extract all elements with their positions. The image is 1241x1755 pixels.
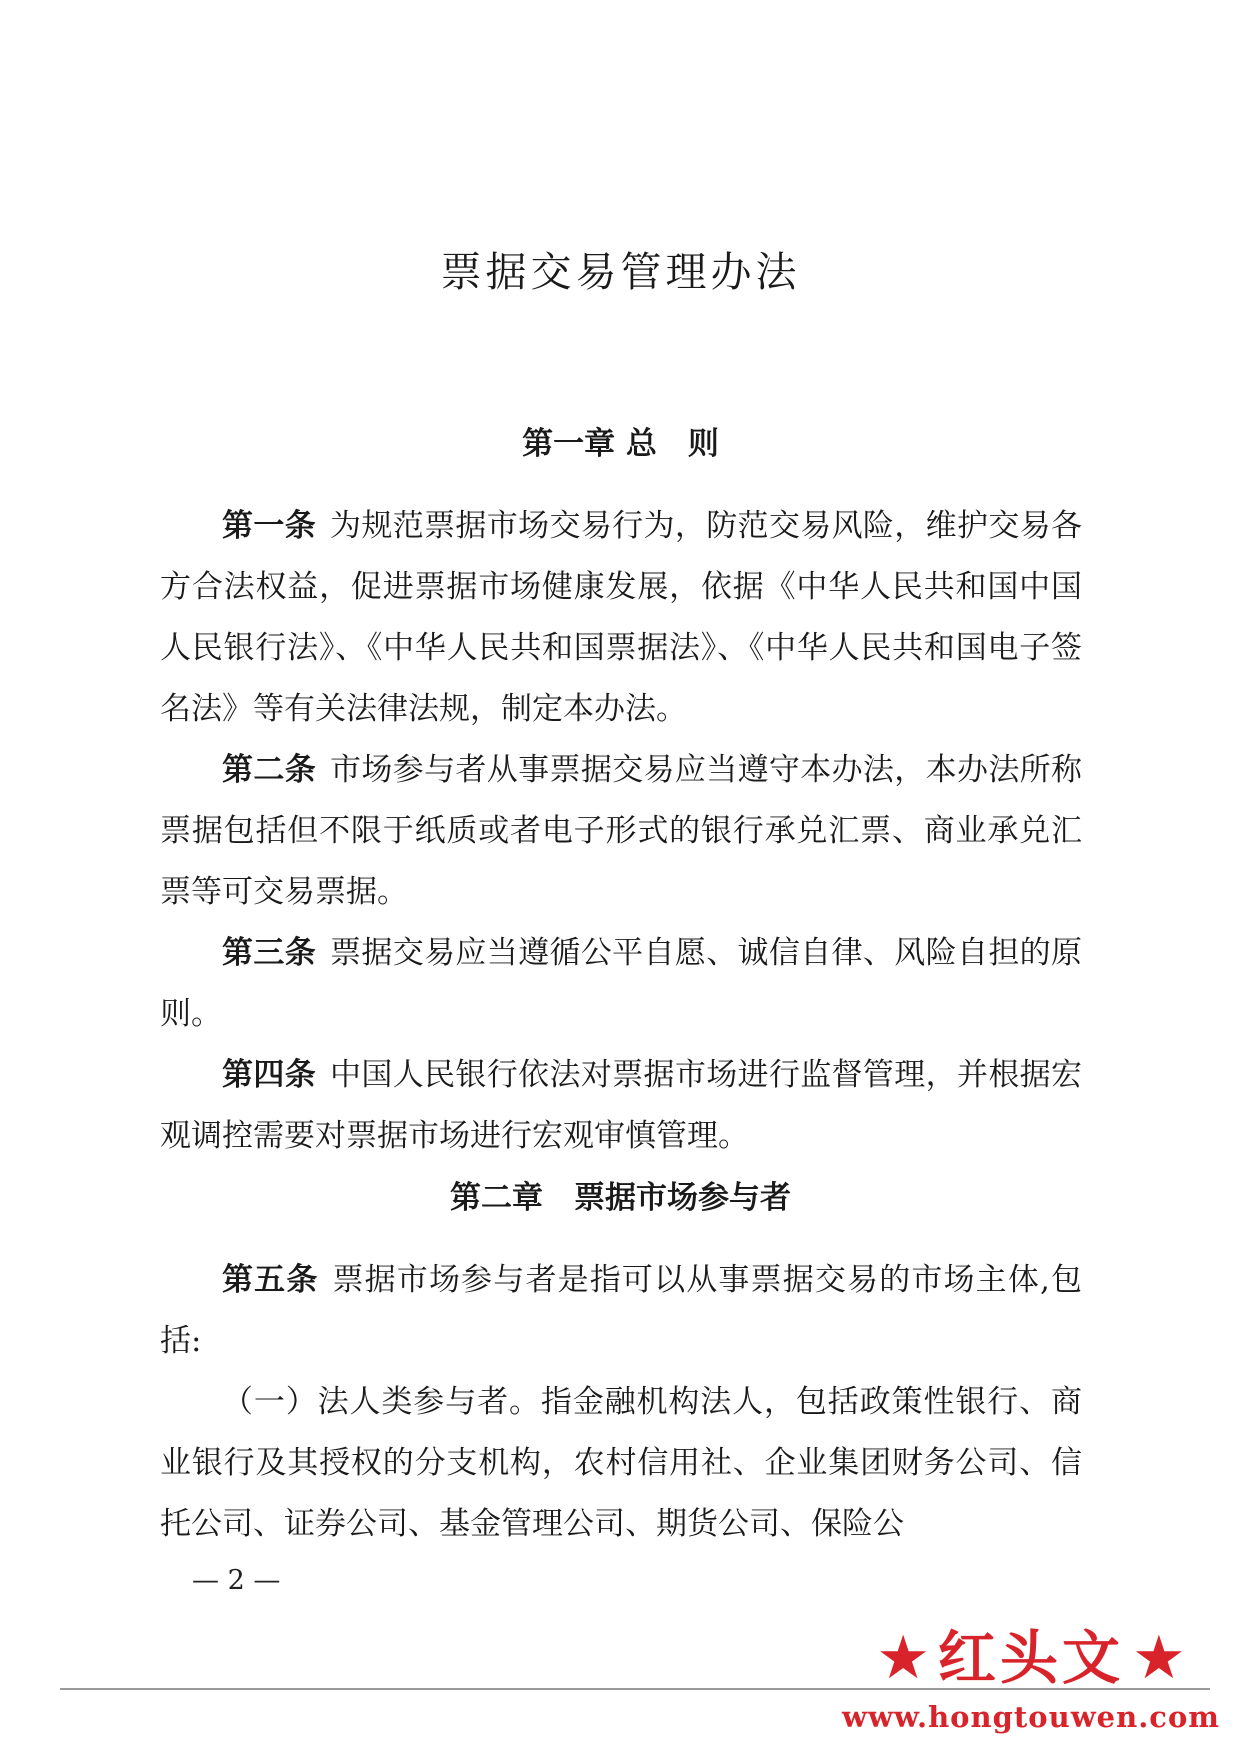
article-number: 第四条 — [222, 1057, 317, 1093]
article-text: 为规范票据市场交易行为，防范交易风险，维护交易各方合法权益，促进票据市场健康发展，依据《中华人民共和国中国人民银行法》、《中华人民共和国票据法》、《中华人民共和国电子签名法》等有关法律法规，制定本办法。 — [160, 508, 1083, 727]
chapter-1-heading: 第一章 总 则 — [522, 426, 719, 462]
watermark-name: 红头文 — [937, 1624, 1124, 1692]
article-number: 第二条 — [222, 752, 317, 788]
article-4 — [160, 1045, 1082, 1167]
star-icon: ★ — [876, 1623, 930, 1693]
article-5-item-1 — [160, 1372, 1082, 1555]
article-number: 第三条 — [222, 935, 317, 971]
article-text: 票据交易应当遵循公平自愿、诚信自律、风险自担的原则。 — [160, 935, 1083, 1032]
article-5 — [160, 1250, 1082, 1372]
site-watermark — [836, 1622, 1226, 1750]
chapter-2-body — [160, 1250, 1082, 1555]
document-title: 票据交易管理办法 — [440, 248, 801, 296]
article-2 — [160, 740, 1082, 923]
article-text: 中国人民银行依法对票据市场进行监督管理，并根据宏观调控需要对票据市场进行宏观审慎管理。 — [160, 1057, 1083, 1154]
star-icon: ★ — [1132, 1623, 1186, 1693]
watermark-logo — [836, 1622, 1226, 1694]
article-text: 市场参与者从事票据交易应当遵守本办法，本办法所称票据包括但不限于纸质或者电子形式的银行承兑汇票、商业承兑汇票等可交易票据。 — [160, 752, 1083, 910]
chapter-1-body — [160, 496, 1082, 1167]
watermark-url: www.hongtouwen.com — [842, 1700, 1220, 1734]
article-text: 票据市场参与者是指可以从事票据交易的市场主体,包括: — [160, 1262, 1082, 1359]
article-number: 第一条 — [222, 508, 317, 544]
article-number: 第五条 — [222, 1262, 319, 1298]
article-3 — [160, 923, 1082, 1045]
item-text: （一）法人类参与者。指金融机构法人，包括政策性银行、商业银行及其授权的分支机构，农村信用社、企业集团财务公司、信托公司、证券公司、基金管理公司、期货公司、保险公 — [160, 1384, 1082, 1542]
article-1 — [160, 496, 1082, 740]
page-number: — 2 — — [192, 1565, 281, 1596]
chapter-2-heading: 第二章 票据市场参与者 — [450, 1180, 791, 1216]
